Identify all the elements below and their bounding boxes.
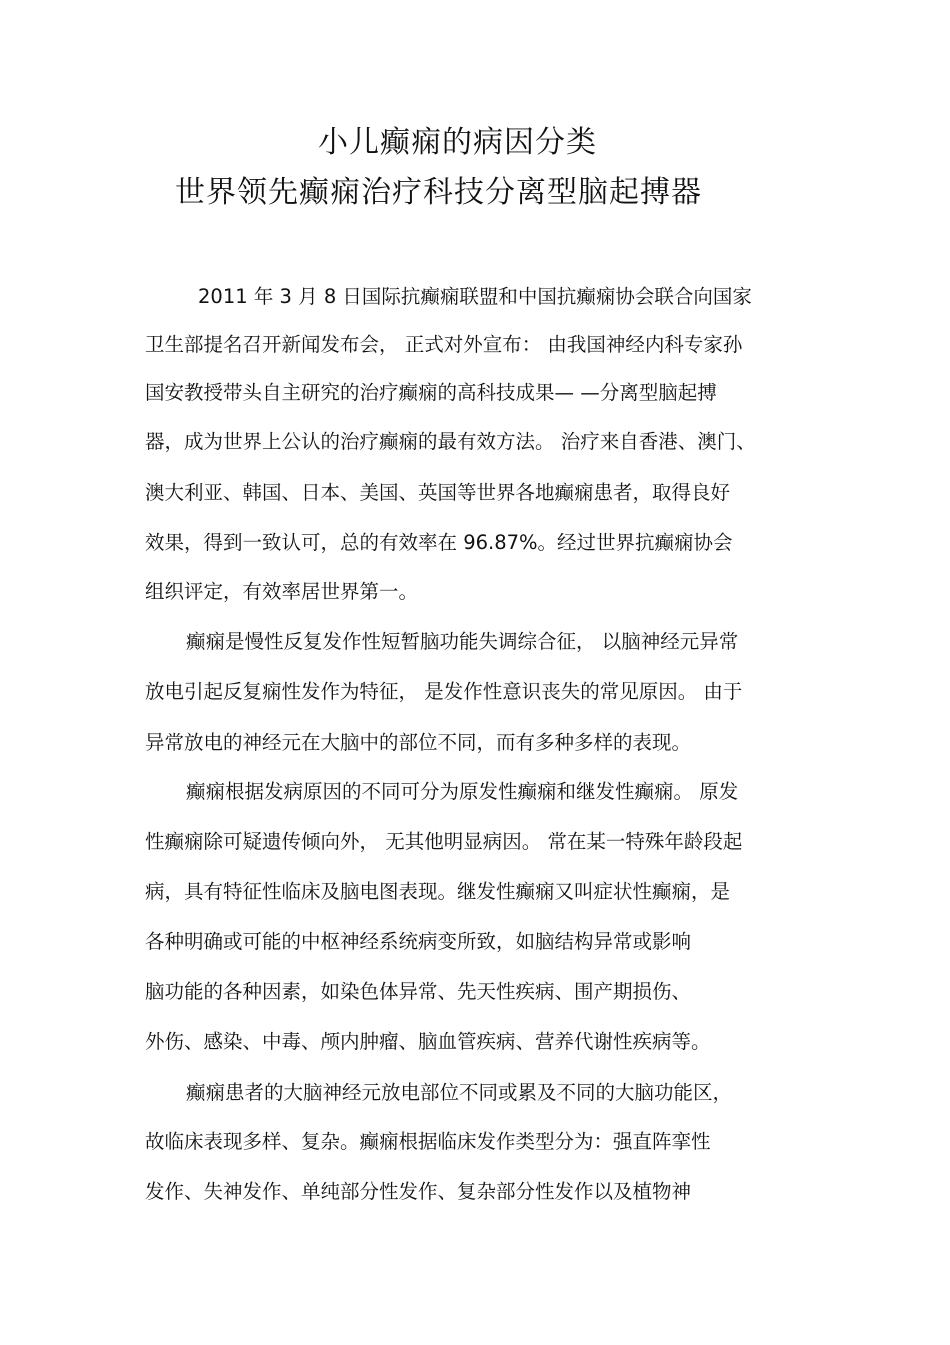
text-line: 组织评定，有效率居世界第一。 — [145, 580, 419, 603]
text-line: 癫痫是慢性反复发作性短暂脑功能失调综合征， 以脑神经元异常 — [186, 630, 739, 653]
text-line: 癫痫根据发病原因的不同可分为原发性癫痫和继发性癫痫。 原发 — [186, 780, 739, 803]
text-line: 器，成为世界上公认的治疗癫痫的最有效方法。 治疗来自香港、澳门、 — [145, 430, 756, 453]
text-line: 病，具有特征性临床及脑电图表现。继发性癫痫又叫症状性癫痫，是 — [145, 880, 731, 903]
text-line: 发作、失神发作、单纯部分性发作、复杂部分性发作以及植物神 — [145, 1180, 692, 1203]
text-line: 国安教授带头自主研究的治疗癫痫的高科技成果— —分离型脑起搏 — [145, 381, 717, 404]
text-line: 放电引起反复痫性发作为特征， 是发作性意识丧失的常见原因。 由于 — [145, 680, 743, 703]
document-title: 小儿癫痫的病因分类 — [318, 125, 597, 160]
text-line: 外伤、感染、中毒、颅内肿瘤、脑血管疾病、营养代谢性疾病等。 — [145, 1030, 711, 1053]
text-line: 脑功能的各种因素，如染色体异常、先天性疾病、围产期损伤、 — [145, 980, 692, 1003]
text-line: 2011 年 3 月 8 日国际抗癫痫联盟和中国抗癫痫协会联合向国家 — [198, 285, 752, 308]
text-line: 澳大利亚、韩国、日本、美国、英国等世界各地癫痫患者，取得良好 — [145, 481, 731, 504]
text-line: 异常放电的神经元在大脑中的部位不同，而有多种多样的表现。 — [145, 731, 692, 754]
text-line: 癫痫患者的大脑神经元放电部位不同或累及不同的大脑功能区， — [186, 1081, 733, 1104]
text-line: 卫生部提名召开新闻发布会， 正式对外宣布： 由我国神经内科专家孙 — [145, 333, 743, 356]
text-line: 性癫痫除可疑遗传倾向外， 无其他明显病因。 常在某一特殊年龄段起 — [145, 830, 743, 853]
document-subtitle: 世界领先癫痫治疗科技分离型脑起搏器 — [175, 175, 702, 210]
text-line: 各种明确或可能的中枢神经系统病变所致，如脑结构异常或影响 — [145, 930, 692, 953]
text-line: 效果，得到一致认可，总的有效率在 96.87%。经过世界抗癫痫协会 — [145, 531, 733, 554]
text-line: 故临床表现多样、复杂。癫痫根据临床发作类型分为：强直阵挛性 — [145, 1130, 711, 1153]
